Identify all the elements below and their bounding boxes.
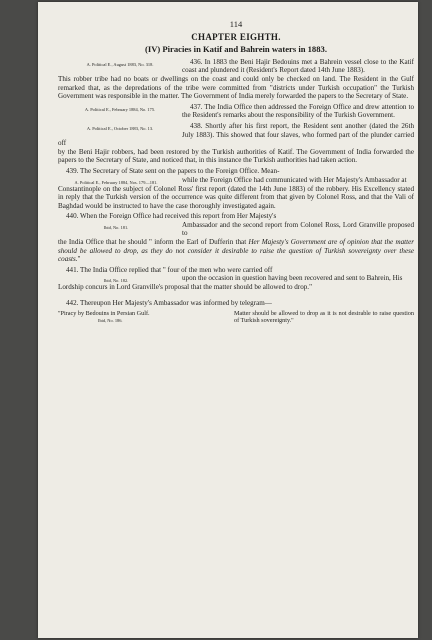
paragraph-lead-text: upon the occasion in question having been recovered and sent to Bahrein, His [182,274,403,283]
paragraph-lead-text: Ambassador and the second report from Colonel Ross, Lord Granville proposed to [182,220,414,238]
margin-note: A. Political E., February 1884, No. 175. [84,106,156,112]
closing-quote: " [77,255,81,264]
paragraph-439 [58,167,414,210]
paragraph-440 [58,212,414,264]
page-number: 114 [229,19,243,29]
paragraph-body [58,238,414,264]
paragraph-lead-text: 438. Shortly after his first report, the Resident sent another (dated the 26th July 1883). This showed that four slaves, who formed part of the plunder carried off [58,121,414,148]
paragraph-body-text: the India Office that he should " inform the Earl of Dufferin that [58,238,247,247]
paragraph-body: by the Beni Hajir robbers, had been restored by the Turkish authorities of Katif. The Government of India forwarded the papers to the Secretary of State, and noticed that, in this instance the Turkish authorities had taken action. [58,147,414,165]
paragraph-opening: 440. When the Foreign Office had received this report from Her Majesty's [66,212,277,221]
telegram-heading [58,310,214,324]
paragraph-lead-text: 437. The India Office then addressed the Foreign Office and drew attention to the Resident's remarks about the responsibility of the Turkish Government. [182,102,414,120]
paragraph-lead [58,103,414,120]
margin-note: A. Political E., October 1883, No. 13. [86,125,154,131]
section-heading: (IV) Piracies in Katif and Bahrein waters in 1883. [145,44,327,55]
paragraph-lead [58,58,414,75]
telegram-text: Matter should be allowed to drop as it is not desirable to raise question of Turkish sovereignty." [234,309,414,324]
telegram-subject: "Piracy by Bedouins in Persian Gulf. [58,309,150,317]
margin-note: Ibid, No. 181. [103,224,129,230]
paragraph-lead [58,221,414,238]
chapter-heading: CHAPTER EIGHTH. [191,31,281,42]
margin-note: Ibid, No. 186. [98,317,123,323]
paragraph-lead [58,122,414,148]
paragraph-438 [58,122,414,165]
paragraph-lead-text: while the Foreign Office had communicated with Her Majesty's Ambassador at [182,175,407,184]
document-page [38,2,418,638]
paragraph-body: Lordship concurs in Lord Granville's proposal that the matter should be allowed to drop." [58,283,312,292]
paragraph-lead [58,176,414,185]
paragraph-lead-text: 436. In 1883 the Beni Hajir Bedouins met a Bahrein vessel close to the Katif coast and plundered it (Resident's Report dated 14th June 1883). [182,57,414,75]
paragraph-437 [58,103,414,120]
paragraph-opening: 441. The India Office replied that " four of the men who were carried off [66,265,273,274]
margin-note: A. Political E., February 1884, Nos. 179—181. [74,179,158,185]
paragraph-436 [58,58,414,101]
telegram-quote [58,310,414,324]
italic-quotation: Her Majesty's Government are of opinion that the matter should be allowed to drop, as they do not consider it desirable to raise the question of Turkish sovereignty over these coasts. [58,238,414,264]
paragraph-441 [58,266,414,292]
paragraph-body: This robber tribe had no boats or dwellings on the coast and could only be checked on land. The Resident in the Gulf remarked that, as the depredations of the tribe were committed from "districts under Turkish occupation" the Turkish Government was responsible in the matter. The Government of India merely forwarded the papers to the Secretary of State. [58,74,414,101]
page-content [58,20,414,324]
margin-note: A. Political E., August 1883, No. 318. [86,61,154,67]
paragraph-442: 442. Thereupon Her Majesty's Ambassador was informed by telegram— [66,299,272,308]
paragraph-lead [58,274,414,283]
paragraph-opening: 439. The Secretary of State sent on the papers to the Foreign Office. Mean- [66,166,280,175]
paragraph-body: Constantinople on the subject of Colonel Ross' first report (dated the 14th June 1883) of the robbery. His Excellency stated in reply that the Turkish version of the occurrence was quite different from that given by Colonel Ross, and that the Vali of Baghdad would be instructed to have the case thoroughly investigated again. [58,184,414,210]
margin-note: Ibid, No. 182. [103,278,129,284]
